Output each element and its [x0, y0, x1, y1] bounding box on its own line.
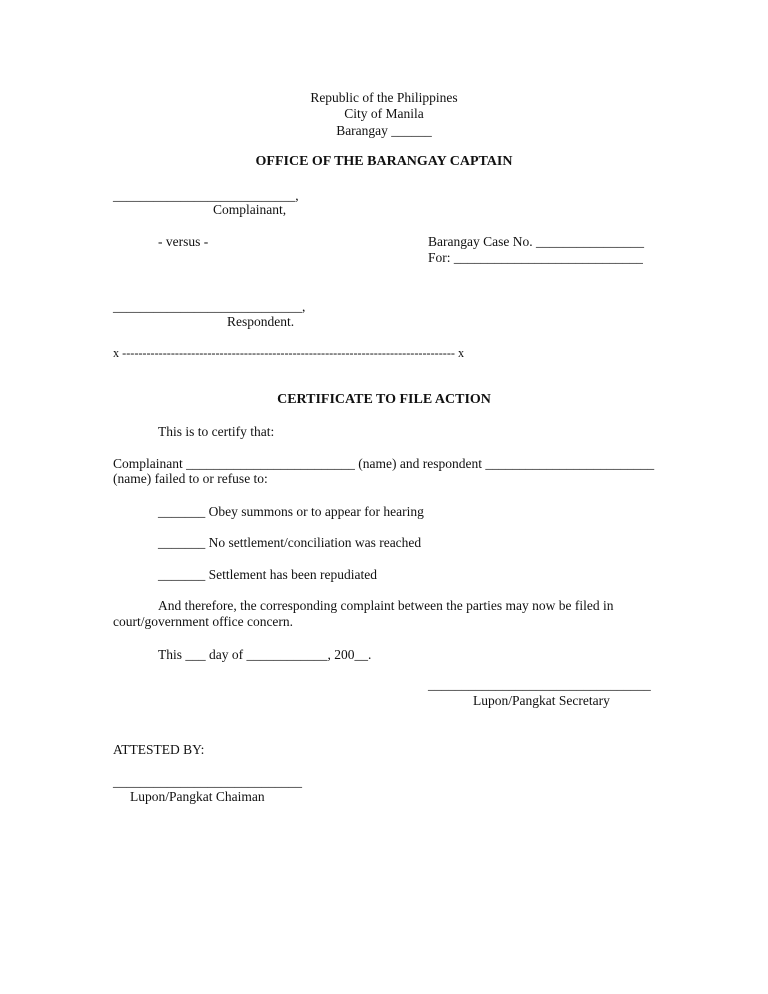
complainant-respondent-line: Complainant _________________________ (name) and respondent _________________________	[113, 456, 655, 471]
failed-refuse-line: (name) failed to or refuse to:	[113, 471, 268, 486]
attested-by-label: ATTESTED BY:	[113, 742, 205, 757]
option-obey-summons: _______ Obey summons or to appear for hearing	[158, 504, 424, 519]
complainant-blank: ___________________________,	[113, 188, 299, 203]
option-no-settlement: _______ No settlement/conciliation was reached	[158, 535, 422, 550]
respondent-blank: ____________________________,	[113, 299, 306, 314]
versus-label: - versus -	[158, 234, 209, 249]
header-republic: Republic of the Philippines	[310, 90, 458, 105]
therefore-line-1: And therefore, the corresponding complaint between the parties may now be filed in	[158, 598, 614, 613]
respondent-label: Respondent.	[227, 314, 295, 329]
separator-line: x ---------------------------------------------------------------------------------- x	[113, 346, 465, 360]
therefore-line-2: court/government office concern.	[113, 614, 294, 629]
date-line: This ___ day of ____________, 200__.	[158, 647, 372, 662]
certify-intro: This is to certify that:	[158, 424, 275, 439]
office-title: OFFICE OF THE BARANGAY CAPTAIN	[255, 154, 513, 169]
secretary-label: Lupon/Pangkat Secretary	[473, 693, 610, 708]
header-barangay: Barangay ______	[336, 123, 432, 138]
option-settlement-repudiated: _______ Settlement has been repudiated	[158, 567, 377, 582]
header-city: City of Manila	[344, 106, 424, 121]
certificate-title: CERTIFICATE TO FILE ACTION	[277, 392, 491, 407]
complainant-label: Complainant,	[213, 202, 287, 217]
case-number-line: Barangay Case No. ________________	[428, 234, 644, 249]
for-line: For: ____________________________	[428, 250, 643, 265]
chairman-label: Lupon/Pangkat Chaiman	[130, 789, 265, 804]
secretary-signature-blank: _________________________________	[428, 677, 651, 692]
chairman-signature-blank: ____________________________	[113, 774, 302, 789]
